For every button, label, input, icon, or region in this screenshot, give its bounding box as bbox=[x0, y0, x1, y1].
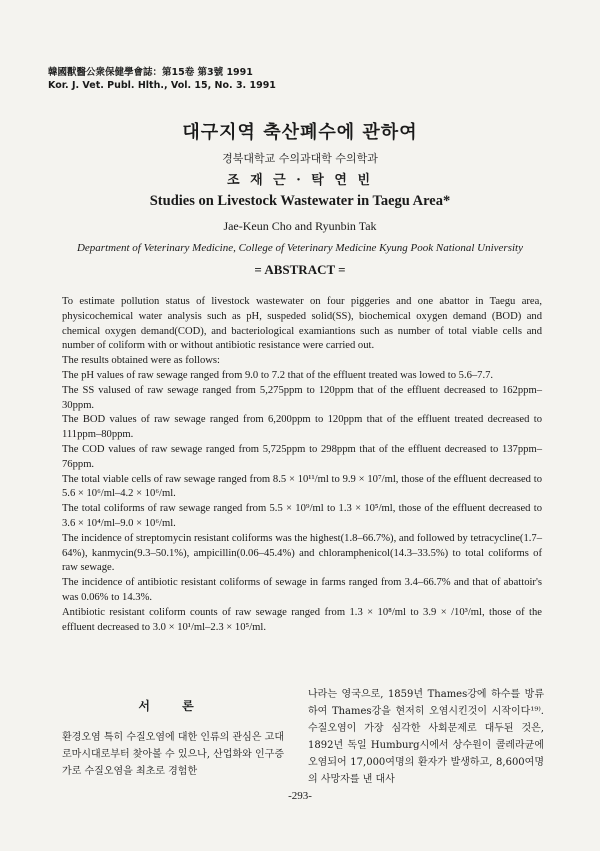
abstract-body bbox=[62, 295, 542, 635]
intro-paragraph-left: 환경오염 특히 수질오염에 대한 인류의 관심은 고대 로마시대로부터 찾아볼 수 있으나, 산업화와 인구증가로 수질오염을 최초로 경험한 bbox=[62, 732, 284, 777]
body-column-left bbox=[62, 690, 284, 780]
department-english: Department of Veterinary Medicine, College of Veterinary Medicine Kyung Pook National University bbox=[76, 242, 523, 254]
abstract-paragraph: Antibiotic resistant coliform counts of raw sewage ranged from 1.3 × 10⁸/ml to 3.9 × /10³/ml, those of the effluent decreased to 3.0 × 10¹/ml–2.3 × 10⁵/ml. bbox=[62, 606, 542, 633]
abstract-paragraph: The incidence of antibiotic resistant coliforms of sewage in farms ranged from 3.4–66.7% and that of abattoir's was 0.06% to 14.3%. bbox=[62, 577, 542, 603]
abstract-paragraph: The results obtained were as follows: bbox=[62, 355, 220, 367]
intro-paragraph-right: 나라는 영국으로, 1859년 Thames강에 하수를 방류하여 Thames강을 현저히 오염시킨것이 시작이다¹⁹⁾. 수질오염이 가장 심각한 사회문제로 대두된 것은, 1892년 독일 Humburg시에서 상수원이 콜레라균에 오염되어 17,000여명의 환자가 발생하고, 8,600여명의 사망자를 낸 대사 bbox=[308, 689, 544, 785]
section-heading-introduction: 서 론 bbox=[138, 699, 208, 713]
abstract-paragraph: The COD values of raw sewage ranged from 5,725ppm to 298ppm that of the effluent decreased to 137ppm–76ppm. bbox=[62, 443, 542, 470]
page-number: -293- bbox=[288, 790, 312, 802]
body-column-right bbox=[308, 686, 544, 788]
abstract-paragraph: To estimate pollution status of livestock wastewater on four piggeries and one abattor in Taegu area, physicochemical water analysis such as pH, suspeded solid(SS), biochemical oxygen demand (BOD) and chemical oxygen demand(COD), and bacteriological examiantions such as number of total viable cells and number of coliform with or without antibiotic resistance were carried out. bbox=[62, 296, 542, 352]
abstract-heading: = ABSTRACT = bbox=[254, 262, 346, 277]
title-korean: 대구지역 축산폐수에 관하여 bbox=[182, 122, 418, 143]
abstract-paragraph: The incidence of streptomycin resistant coliforms was the highest(1.8–66.7%), and followed by tetracycline(1.7–64%), kanmycin(9.3–50.1%), ampicillin(0.06–45.4%) and chloramphenicol(14.3–33.5%) to total coliforms of raw sewage. bbox=[62, 532, 542, 574]
affiliation-korean: 경북대학교 수의과대학 수의학과 bbox=[222, 152, 378, 165]
title-english: Studies on Livestock Wastewater in Taegu Area* bbox=[149, 193, 451, 209]
journal-line-en: Kor. J. Vet. Publ. Hlth., Vol. 15, No. 3. 1991 bbox=[48, 80, 276, 91]
journal-header bbox=[48, 66, 276, 92]
abstract-paragraph: The BOD values of raw sewage ranged from 6,200ppm to 120ppm that of the effluent treated decreased to 111ppm–80ppm. bbox=[62, 414, 542, 441]
abstract-paragraph: The pH values of raw sewage ranged from 9.0 to 7.2 that of the effluent treated was lowed to 5.6–7.7. bbox=[62, 369, 494, 381]
authors-korean: 조 재 근 · 탁 연 빈 bbox=[226, 173, 374, 188]
journal-line-kr: 韓國獸醫公衆保健學會誌：第15卷 第3號 1991 bbox=[48, 67, 253, 78]
authors-english: Jae-Keun Cho and Ryunbin Tak bbox=[223, 219, 377, 233]
abstract-paragraph: The total viable cells of raw sewage ranged from 8.5 × 10¹¹/ml to 9.9 × 10⁷/ml, those of the effluent decreased to 5.6 × 10⁶/ml–4.2 × 10⁶/ml. bbox=[62, 473, 542, 500]
abstract-paragraph: The SS valused of raw sewage ranged from 5,275ppm to 120ppm that of the effluent decreased to 162ppm–30ppm. bbox=[62, 384, 542, 411]
abstract-paragraph: The total coliforms of raw sewage ranged from 5.5 × 10⁹/ml to 1.3 × 10⁵/ml, those of the effluent decreased to 3.6 × 10⁴/ml–9.0 × 10⁶/ml. bbox=[62, 503, 542, 529]
